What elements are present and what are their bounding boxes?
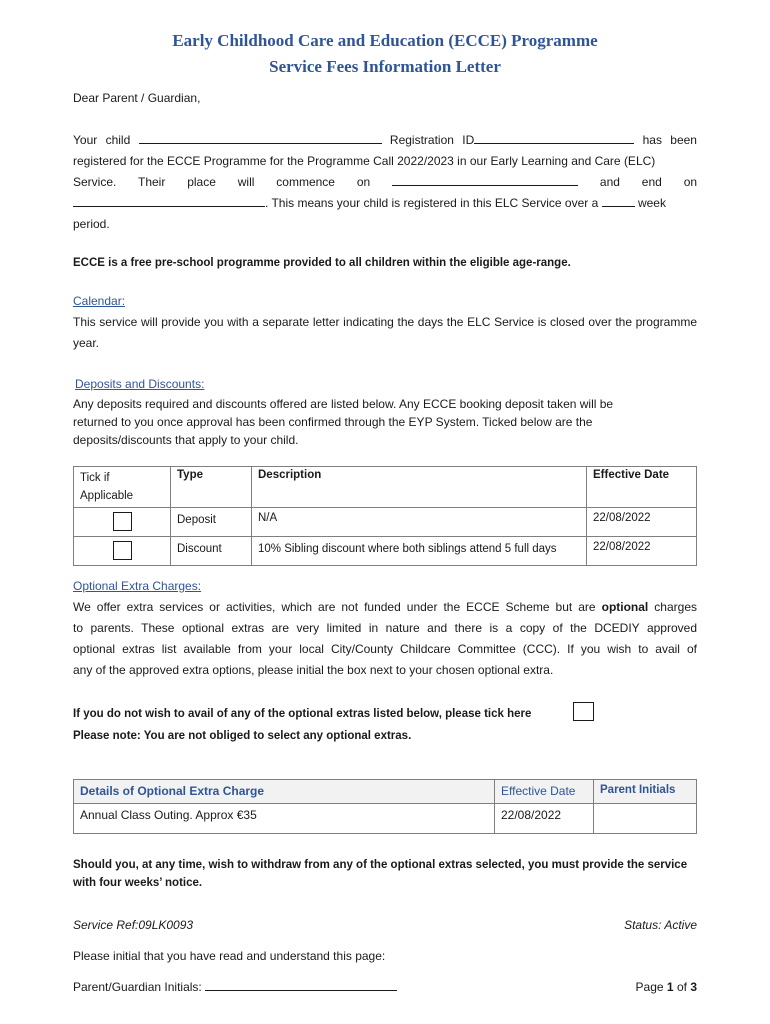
opt-out-text: If you do not wish to avail of any of the optional extras listed below, please tick here [73,708,532,720]
calendar-heading: Calendar: [73,294,126,308]
type-cell: Deposit [171,508,252,537]
effective-date-header: Effective Date [587,467,697,508]
discount-checkbox[interactable] [113,541,132,560]
optional-line-2: to parents. These optional extras are very limited in nature and there is a copy of the DCEDIY approved [73,621,697,635]
details-cell: Annual Class Outing. Approx €35 [74,804,495,834]
intro-word: Their [138,175,166,189]
parent-initials-input[interactable] [594,804,697,834]
salutation: Dear Parent / Guardian, [73,91,201,105]
optional-line-4: any of the approved extra options, please initial the box next to your chosen optional extra. [73,663,554,677]
intro-line-5: period. [73,217,110,231]
intro-word: on [683,175,698,189]
page-total: 3 [690,980,697,994]
optional-text: charges [654,600,697,614]
optional-extras-table [73,779,697,834]
tick-cell [74,508,171,537]
details-header: Details of Optional Extra Charge [74,780,495,804]
has-been-text: has been [642,133,697,147]
description-header: Description [252,467,587,508]
intro-word: Service. [73,175,117,189]
intro-word: on [356,175,371,189]
page-subtitle: Service Fees Information Letter [269,57,501,76]
intro-line-1 [73,130,697,151]
date-cell: 22/08/2022 [495,804,594,834]
page-number [497,977,697,998]
intro-line-4-text: . This means your child is registered in this ELC Service over a [265,196,599,210]
deposits-table [73,466,697,566]
intro-word: end [641,175,662,189]
table-row [74,508,697,537]
service-ref: Service Ref:09LK0093 [73,918,194,932]
page-of: of [676,980,687,994]
intro-word: week [637,196,666,210]
optional-note: Please note: You are not obliged to select any optional extras. [73,730,412,742]
page-current: 1 [666,980,674,994]
deposit-checkbox[interactable] [113,512,132,531]
intro-word: and [599,175,620,189]
end-date-field[interactable] [73,194,265,207]
weeks-field[interactable] [602,194,635,207]
page-title: Early Childhood Care and Education (ECCE) Programme [172,31,598,50]
description-cell: 10% Sibling discount where both siblings attend 5 full days [252,537,587,566]
your-child-label: Your child [73,133,131,147]
initial-prompt: Please initial that you have read and understand this page: [73,949,386,963]
initials-label: Parent/Guardian Initials: [73,980,202,994]
initials-header: Parent Initials [594,780,697,804]
table-header-row [74,780,697,804]
intro-word: will [237,175,255,189]
optional-line-1 [73,597,697,618]
page-word: Page [635,980,664,994]
parent-initials-field[interactable] [205,978,397,991]
description-cell: N/A [252,508,587,537]
table-header-row [74,467,697,508]
tick-header: Tick if Applicable [74,467,171,508]
effective-date-header: Effective Date [495,780,594,804]
intro-line-4 [73,193,697,214]
deposits-text-line: deposits/discounts that apply to your child. [73,433,299,447]
free-statement: ECCE is a free pre-school programme provided to all children within the eligible age-range. [73,257,571,269]
status-text: Status: Active [624,918,697,932]
table-row [74,804,697,834]
deposits-heading: Deposits and Discounts: [75,377,205,391]
deposits-text [73,395,697,449]
registration-id-label: Registration ID [389,133,475,147]
date-cell: 22/08/2022 [587,508,697,537]
withdraw-notice: Should you, at any time, wish to withdraw from any of the optional extras selected, you must provide the service with four weeks’ notice. [73,859,688,889]
tick-cell [74,537,171,566]
intro-line-3 [73,172,697,193]
opt-out-checkbox[interactable] [573,702,594,721]
intro-word: place [187,175,216,189]
table-row [74,537,697,566]
optional-bold-text: optional [601,600,649,614]
child-name-field[interactable] [139,131,382,144]
registration-id-field[interactable] [474,131,634,144]
deposits-text-line: Any deposits required and discounts offered are listed below. Any ECCE booking deposit taken will be [73,397,614,411]
opt-out-statement [73,704,633,725]
calendar-text: This service will provide you with a separate letter indicating the days the ELC Service is closed over the programme year. [73,315,697,350]
date-cell: 22/08/2022 [587,537,697,566]
type-header: Type [171,467,252,508]
start-date-field[interactable] [392,173,578,186]
optional-text: We offer extra services or activities, which are not funded under the ECCE Scheme but are [73,600,596,614]
optional-heading: Optional Extra Charges: [73,579,202,593]
initials-line [73,977,473,998]
intro-word: commence [276,175,335,189]
optional-line-3: optional extras list available from your local City/County Childcare Committee (CCC). If you wish to avail of [73,642,697,656]
deposits-text-line: returned to you once approval has been confirmed through the EYP System. Ticked below are the [73,415,593,429]
type-cell: Discount [171,537,252,566]
intro-line-2: registered for the ECCE Programme for the Programme Call 2022/2023 in our Early Learning and Care (ELC) [73,154,656,168]
